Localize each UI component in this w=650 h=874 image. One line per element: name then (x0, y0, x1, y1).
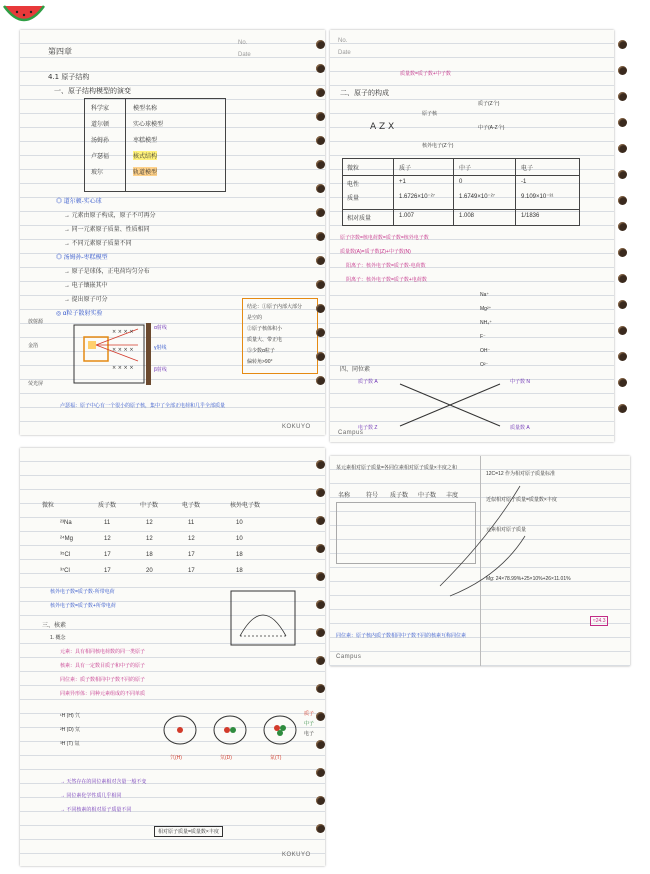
table-cell: ²⁴Mg (60, 536, 73, 542)
ion-item: O²⁻ (480, 362, 489, 368)
diagram-label: 放射源 (28, 319, 44, 325)
table-cell: ³⁵Cl (60, 552, 71, 558)
table-cell: 12 (146, 520, 153, 526)
table-header: 质子数 (98, 503, 117, 509)
table-cell: 相对质量 (347, 216, 372, 222)
atom-label: 氚(T) (270, 755, 282, 761)
binder-ring (618, 118, 627, 127)
note-line: 核外电子数=质子数+所带电荷 (50, 603, 116, 609)
date-label: Date (338, 50, 351, 56)
atom-label: 氕(H) (170, 755, 182, 761)
note-line: → 电子镶嵌其中 (64, 283, 108, 289)
table-cell: 12 (188, 536, 195, 542)
table-cell: 1.007 (399, 213, 415, 219)
table-cell: 1.6749×10⁻²⁷ (459, 194, 495, 200)
brand-label: KOKUYO (282, 424, 311, 430)
binder-ring (618, 352, 627, 361)
note-line: ◎ 道尔顿-实心球 (56, 199, 102, 205)
pink-note: 阳离子：核外电子数=质子数-电荷数 (346, 263, 426, 269)
table-header: 中子数 (140, 503, 159, 509)
table-header: 符号 (366, 493, 379, 499)
table-cell: 9.109×10⁻³¹ (521, 194, 554, 200)
binder-ring (618, 170, 627, 179)
cross-label: 质量数 A (510, 425, 530, 431)
section-label: 四、同位素 (340, 367, 371, 373)
table-header: 微粒 (42, 503, 55, 509)
table-cell: 18 (236, 568, 243, 574)
branch-label: 核外电子(Z个) (422, 143, 454, 149)
binder-ring (316, 328, 325, 337)
binder-ring (316, 544, 325, 553)
box-line: 质量大、带正电 (247, 337, 283, 343)
binder-ring (618, 378, 627, 387)
no-label: No. (238, 40, 248, 46)
table-cell: ²³Na (60, 520, 72, 526)
note-line: → 原子是球体，正电荷均匀分布 (64, 269, 150, 275)
subsection-title: 二、原子的构成 (340, 89, 389, 97)
table-header: 丰度 (446, 493, 459, 499)
subsection-title: 一、原子结构模型的演变 (54, 87, 131, 95)
table-cell: 10 (236, 536, 243, 542)
table-cell: 17 (104, 568, 111, 574)
binder-ring (316, 64, 325, 73)
note-line: ◎ α粒子散射实验 (56, 311, 103, 317)
pink-note: 原子序数=核电荷数=质子数=核外电子数 (340, 235, 429, 241)
brand-label: KOKUYO (282, 852, 311, 858)
table-cell: 核式结构 (133, 151, 157, 160)
pink-note: 质量数(A)=质子数(Z)+中子数(N) (340, 249, 411, 255)
box-line: ③少数α粒子 (247, 348, 275, 354)
table-header: 质子 (399, 166, 412, 172)
svg-text:× × × ×: × × × × (112, 365, 134, 371)
table-cell: 11 (188, 520, 195, 526)
table-cell: ³⁷Cl (60, 568, 70, 574)
section-title: 三、核素 (42, 623, 67, 629)
date-label: Date (238, 52, 251, 58)
table-header: 中子数 (418, 493, 437, 499)
table-cell: 17 (188, 552, 195, 558)
legend-item: 中子 (304, 721, 315, 727)
ray-label: α射线 (154, 325, 167, 331)
note-line: → 不同元素原子质量不同 (64, 241, 132, 247)
isotope-item: ¹H (H) 氕 (60, 713, 80, 719)
definition: 同位素：质子数相同中子数不同的原子 (60, 677, 146, 683)
isotope-item: ²H (D) 氘 (60, 727, 80, 733)
table-cell: -1 (521, 179, 527, 185)
table-cell: 18 (146, 552, 153, 558)
result-box: ≈24.3 (590, 616, 608, 626)
table-cell: 12 (104, 536, 111, 542)
note-line: 12C=12 作为相对原子质量标准 (486, 471, 556, 477)
table-header: 电子数 (182, 503, 201, 509)
binder-ring (316, 208, 325, 217)
legend-item: 电子 (304, 731, 315, 737)
binder-ring (618, 40, 627, 49)
binder-ring (316, 600, 325, 609)
table-cell: 0 (459, 179, 463, 185)
table-header: 核外电子数 (230, 503, 261, 509)
binder-ring (618, 274, 627, 283)
note-line: 近似相对原子质量=质量数×丰度 (486, 497, 557, 503)
notebook-page-1 (20, 30, 325, 435)
binder-ring (316, 768, 325, 777)
notebook-page-4 (330, 456, 630, 666)
no-label: No. (338, 38, 348, 44)
section-title: 4.1 原子结构 (48, 73, 90, 81)
binder-ring (618, 300, 627, 309)
note-line: → 同一元素原子质量、性质相同 (64, 227, 150, 233)
bottom-note: 同位素：原子核内质子数相同中子数不同的核素互称同位素 (336, 633, 467, 639)
isotope-item: ³H (T) 氚 (60, 741, 80, 747)
table-cell: 18 (236, 552, 243, 558)
svg-text:× × × ×: × × × × (112, 347, 134, 353)
definition: 同素异形体：同种元素组成的不同单质 (60, 691, 146, 697)
footer-note: 卢瑟福：原子中心有一个很小的原子核，集中了全部正电荷和几乎全部质量 (60, 403, 226, 409)
table-cell: 1.008 (459, 213, 475, 219)
table-header: 名称 (338, 493, 351, 499)
table-cell: 模型名称 (133, 106, 158, 112)
note-line: Mg: 24×78.99%+25×10%+26×11.01% (486, 576, 571, 582)
binder-ring (316, 160, 325, 169)
binder-ring (316, 232, 325, 241)
binder-ring (316, 40, 325, 49)
relation-cross (380, 376, 520, 432)
box-line: 结论：①原子内部大部分 (247, 304, 303, 310)
notebook-page-3 (20, 448, 325, 866)
binder-ring (316, 88, 325, 97)
binder-ring (316, 112, 325, 121)
note-line: → 元素由原子构成，原子不可再分 (64, 213, 156, 219)
binder-ring (618, 326, 627, 335)
table-cell: 道尔顿 (91, 122, 110, 128)
branch-label: 中子(A-Z个) (478, 125, 505, 131)
table-cell: 实心球模型 (133, 122, 164, 128)
table-cell: 电性 (347, 182, 360, 188)
binder-ring (316, 628, 325, 637)
brand-label: Campus (338, 430, 364, 436)
table-cell: 17 (188, 568, 195, 574)
binder-ring (316, 136, 325, 145)
ion-item: Mg²⁺ (480, 306, 492, 312)
table-cell: 11 (104, 520, 111, 526)
branch-label: 原子核 (422, 111, 438, 117)
binder-ring (316, 656, 325, 665)
binder-ring (316, 280, 325, 289)
binder-ring (618, 66, 627, 75)
isotope-atoms (160, 710, 310, 754)
table-header: 电子 (521, 166, 534, 172)
pink-note: 阴离子：核外电子数=质子数+电荷数 (346, 277, 427, 283)
chapter-title: 第四章 (48, 47, 72, 56)
legend-item: 质子 (304, 711, 315, 717)
subsection-title: 1. 概念 (50, 635, 66, 641)
binder-ring (316, 796, 325, 805)
table-cell: 汤姆孙 (91, 138, 110, 144)
binder-ring (316, 488, 325, 497)
binder-ring (316, 740, 325, 749)
table-header: 质子数 (390, 493, 409, 499)
table-cell: 1/1836 (521, 213, 540, 219)
table-cell: 10 (236, 520, 243, 526)
table-cell: 17 (104, 552, 111, 558)
binder-ring (316, 572, 325, 581)
definition: 元素：具有相同核电荷数的同一类原子 (60, 649, 146, 655)
scattering-diagram (34, 315, 234, 405)
diagram-label: 金箔 (28, 343, 39, 349)
binder-ring (316, 304, 325, 313)
binder-ring (316, 460, 325, 469)
particle-table (342, 158, 580, 226)
conclusion-box (242, 298, 318, 374)
ion-item: NH₄⁺ (480, 320, 492, 326)
atom-label: 氘(D) (220, 755, 232, 761)
binder-ring (618, 144, 627, 153)
note-line: 核外电子数=质子数-所带电荷 (50, 589, 115, 595)
binder-ring (316, 684, 325, 693)
pink-header: 质量数=质子数+中子数 (400, 71, 451, 77)
notebook-page-2 (330, 30, 614, 442)
bottom-note: → 不同核素的相对原子质量不同 (60, 807, 132, 813)
table-cell: 1.6726×10⁻²⁷ (399, 194, 435, 200)
table-cell: 质量 (347, 196, 360, 202)
box-line: ②原子核体积小 (247, 326, 283, 332)
cross-label: 中子数 N (510, 379, 531, 385)
table-cell: 卢瑟福 (91, 154, 110, 160)
binder-ring (618, 222, 627, 231)
binder-ring (316, 184, 325, 193)
note-line: 元素相对原子质量 (486, 527, 527, 533)
svg-text:× × × ×: × × × × (112, 329, 134, 335)
binder-ring (316, 256, 325, 265)
note-line: → 提出原子可分 (64, 297, 108, 303)
brand-label: Campus (336, 654, 362, 660)
binder-ring (316, 352, 325, 361)
binder-ring (316, 712, 325, 721)
branch-label: 质子(Z个) (478, 101, 500, 107)
nuclide-formula: A Z X (370, 122, 395, 132)
box-line: 是空的 (247, 315, 263, 321)
binder-ring (618, 404, 627, 413)
ion-item: OH⁻ (480, 348, 491, 354)
bottom-note: → 天然存在的同位素相对含量一般不变 (60, 779, 147, 785)
table-header: 微粒 (347, 166, 360, 172)
model-table (84, 98, 226, 192)
binder-ring (316, 824, 325, 833)
ray-label: γ射线 (154, 345, 167, 351)
binder-ring (618, 196, 627, 205)
binder-ring (618, 248, 627, 257)
table-cell: 12 (146, 536, 153, 542)
table-cell: 枣糕模型 (133, 138, 158, 144)
table-cell: 科学家 (91, 106, 110, 112)
bottom-note: → 同位素化学性质几乎相同 (60, 793, 122, 799)
table-cell: 轨道模型 (133, 167, 157, 176)
table-cell: +1 (399, 179, 406, 185)
element-triangle-diagram (230, 590, 296, 646)
watermelon-logo (2, 4, 46, 28)
ion-item: F⁻ (480, 334, 486, 340)
table-cell: 20 (146, 568, 153, 574)
page-title: 某元素相对原子质量=各同位素相对原子质量×丰度之和 (336, 465, 457, 471)
box-line: 偏转角>90° (247, 359, 273, 365)
note-line: ◎ 汤姆孙-枣糕模型 (56, 255, 108, 261)
cross-label: 电子数 Z (358, 425, 378, 431)
table-cell: 玻尔 (91, 170, 104, 176)
ion-item: Na⁺ (480, 292, 490, 298)
binder-ring (316, 516, 325, 525)
diagram-label: 荧光屏 (28, 381, 44, 387)
binder-ring (618, 92, 627, 101)
ray-label: β射线 (154, 367, 167, 373)
binder-ring (316, 376, 325, 385)
cross-label: 质子数 A (358, 379, 378, 385)
definition: 核素：具有一定数目质子和中子的原子 (60, 663, 146, 669)
formula-box: 相对原子质量=质量数×丰度 (154, 826, 223, 837)
table-header: 中子 (459, 166, 472, 172)
